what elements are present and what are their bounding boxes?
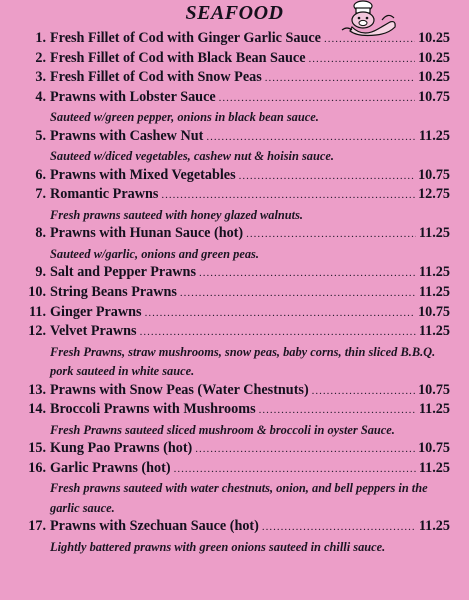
item-price: 10.75 [418, 381, 450, 398]
item-number: 5. [35, 127, 46, 144]
item-number: 12. [28, 323, 46, 340]
dot-leader [195, 443, 415, 455]
item-name: Prawns with Hunan Sauce (hot) [50, 225, 244, 242]
menu-item-row [20, 440, 450, 460]
item-number: 16. [28, 459, 46, 476]
menu-item [20, 30, 450, 50]
menu-item [20, 460, 450, 518]
item-number: 9. [35, 264, 46, 281]
item-name: Prawns with Cashew Nut [50, 127, 204, 144]
item-price: 11.25 [418, 518, 450, 535]
item-description: Fresh Prawns sauteed sliced mushroom & broccoli in oyster Sauce. [50, 422, 395, 437]
item-number: 17. [28, 518, 46, 535]
menu-item-row [20, 50, 450, 70]
menu-item-row [20, 225, 450, 245]
item-price: 11.25 [418, 127, 450, 144]
menu-item [20, 225, 450, 264]
dot-leader [262, 521, 416, 533]
menu-item [20, 264, 450, 284]
item-name: Romantic Prawns [50, 186, 159, 203]
menu-item [20, 382, 450, 402]
menu-item-row [20, 30, 450, 50]
item-name: Broccoli Prawns with Mushrooms [50, 401, 256, 418]
menu-item-row [20, 304, 450, 324]
item-name: Prawns with Mixed Vegetables [50, 166, 236, 183]
item-name: Prawns with Snow Peas (Water Chestnuts) [50, 381, 309, 398]
menu-item-row [20, 128, 450, 148]
dot-leader [239, 170, 415, 182]
menu-item [20, 128, 450, 167]
item-name: Fresh Fillet of Cod with Black Bean Sauce [50, 49, 306, 66]
menu-item [20, 89, 450, 128]
item-description: Sauteed w/diced vegetables, cashew nut & hoisin sauce. [50, 149, 334, 164]
item-number: 15. [28, 440, 46, 457]
item-name: Ginger Prawns [50, 303, 142, 320]
menu-item [20, 50, 450, 70]
item-number: 10. [28, 283, 46, 300]
item-number: 4. [35, 88, 46, 105]
item-number: 8. [35, 225, 46, 242]
item-description: Fresh prawns sauteed with water chestnuts, onion, and bell peppers in the garlic sauce. [50, 481, 428, 515]
dot-leader [180, 287, 416, 299]
dot-leader [161, 189, 415, 201]
item-number: 2. [35, 49, 46, 66]
item-price: 11.25 [418, 225, 450, 242]
dot-leader [145, 307, 416, 319]
item-description: Sauteed w/garlic, onions and green peas. [50, 246, 259, 261]
item-price: 11.25 [418, 323, 450, 340]
item-name: Velvet Prawns [50, 323, 137, 340]
menu-item-row [20, 264, 450, 284]
menu-item-row [20, 89, 450, 109]
dot-leader [174, 463, 416, 475]
menu-item [20, 186, 450, 225]
item-number: 1. [35, 30, 46, 46]
item-price: 10.75 [418, 440, 450, 457]
item-description: Sauteed w/green pepper, onions in black bean sauce. [50, 110, 319, 125]
dot-leader [206, 131, 416, 143]
menu-item-row [20, 518, 450, 538]
item-price: 10.75 [418, 166, 450, 183]
item-price: 10.75 [418, 88, 450, 105]
menu-item [20, 323, 450, 381]
item-price: 12.75 [418, 186, 450, 203]
item-name: Salt and Pepper Prawns [50, 264, 196, 281]
dot-leader [199, 267, 416, 279]
menu-item-row [20, 284, 450, 304]
menu-item [20, 284, 450, 304]
menu-item-row [20, 167, 450, 187]
item-number: 14. [28, 401, 46, 418]
menu-item [20, 69, 450, 89]
item-name: Prawns with Szechuan Sauce (hot) [50, 518, 259, 535]
dot-leader [312, 385, 415, 397]
menu-item [20, 304, 450, 324]
item-price: 11.25 [418, 264, 450, 281]
menu-list [20, 30, 450, 557]
item-name: String Beans Prawns [50, 283, 177, 300]
dot-leader [309, 53, 416, 65]
item-description: Fresh prawns sauteed with honey glazed walnuts. [50, 207, 304, 222]
item-number: 13. [28, 381, 46, 398]
item-number: 3. [35, 69, 46, 86]
item-price: 11.25 [418, 401, 450, 418]
item-name: Prawns with Lobster Sauce [50, 88, 216, 105]
item-price: 10.25 [418, 30, 450, 46]
menu-item [20, 401, 450, 440]
item-number: 6. [35, 166, 46, 183]
item-description: Lightly battered prawns with green onions sauteed in chilli sauce. [50, 539, 386, 554]
item-name: Kung Pao Prawns (hot) [50, 440, 193, 457]
dot-leader [140, 326, 416, 338]
item-price: 10.25 [418, 69, 450, 86]
item-description: Fresh Prawns, straw mushrooms, snow peas, baby corns, thin sliced B.B.Q. pork sauteed in white sauce. [50, 344, 436, 379]
dot-leader [246, 228, 416, 240]
dot-leader [324, 33, 415, 45]
menu-item-row [20, 460, 450, 480]
menu-item [20, 167, 450, 187]
item-name: Garlic Prawns (hot) [50, 459, 171, 476]
item-number: 11. [29, 303, 46, 320]
menu-item-row [20, 69, 450, 89]
item-price: 10.75 [418, 303, 450, 320]
section-title: SEAFOOD [185, 2, 284, 24]
menu-item-row [20, 186, 450, 206]
menu-item-row [20, 323, 450, 343]
menu-item [20, 440, 450, 460]
item-price: 10.25 [418, 49, 450, 66]
item-name: Fresh Fillet of Cod with Ginger Garlic Sauce [50, 30, 321, 46]
item-price: 11.25 [418, 283, 450, 300]
dot-leader [219, 92, 415, 104]
dot-leader [265, 72, 415, 84]
dot-leader [259, 404, 416, 416]
item-name: Fresh Fillet of Cod with Snow Peas [50, 69, 262, 86]
item-price: 11.25 [418, 459, 450, 476]
item-number: 7. [35, 186, 46, 203]
menu-item-row [20, 401, 450, 421]
menu-item-row [20, 382, 450, 402]
menu-item [20, 518, 450, 557]
